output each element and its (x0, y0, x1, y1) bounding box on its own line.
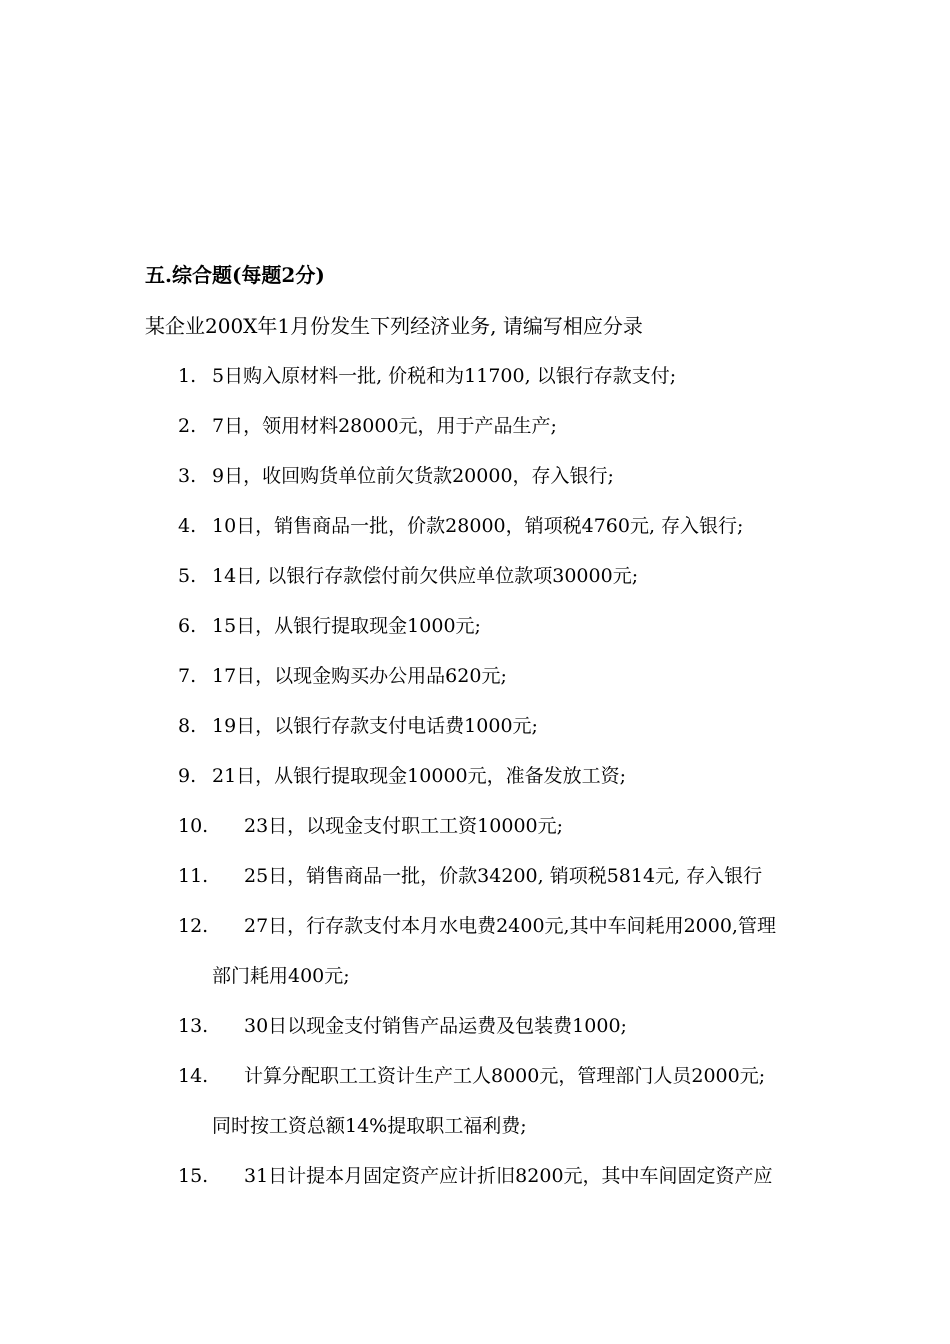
item-text-continued: 部门耗用400元; (212, 965, 350, 987)
item-text: 19日，以银行存款支付电话费1000元; (212, 715, 538, 737)
item-text: 31日计提本月固定资产应计折旧8200元，其中车间固定资产应 (244, 1165, 773, 1187)
item-number: 8. (178, 715, 197, 737)
item-text: 7日，领用材料28000元，用于产品生产; (212, 415, 557, 437)
item-number: 15. (178, 1165, 209, 1187)
item-number: 7. (178, 665, 197, 687)
item-text: 14日, 以银行存款偿付前欠供应单位款项30000元; (212, 565, 639, 587)
item-number: 1. (178, 365, 197, 387)
item-number: 4. (178, 515, 197, 537)
item-text: 27日，行存款支付本月水电费2400元,其中车间耗用2000,管理 (244, 915, 776, 937)
item-text: 23日，以现金支付职工工资10000元; (244, 815, 564, 837)
item-number: 2. (178, 415, 197, 437)
item-number: 10. (178, 815, 209, 837)
item-text: 30日以现金支付销售产品运费及包装费1000; (244, 1015, 627, 1037)
item-number: 5. (178, 565, 197, 587)
intro-text: 某企业200X年1月份发生下列经济业务, 请编写相应分录 (145, 314, 643, 338)
section-heading: 五.综合题(每题2分) (145, 263, 325, 287)
item-number: 12. (178, 915, 209, 937)
item-text: 17日，以现金购买办公用品620元; (212, 665, 507, 687)
item-text: 10日，销售商品一批，价款28000，销项税4760元, 存入银行; (212, 515, 744, 537)
item-text: 15日，从银行提取现金1000元; (212, 615, 481, 637)
item-number: 9. (178, 765, 197, 787)
item-number: 3. (178, 465, 197, 487)
item-text: 25日，销售商品一批，价款34200, 销项税5814元, 存入银行 (244, 865, 763, 887)
item-number: 11. (178, 865, 209, 887)
item-text-continued: 同时按工资总额14%提取职工福利费; (212, 1115, 527, 1137)
item-number: 6. (178, 615, 197, 637)
item-text: 5日购入原材料一批, 价税和为11700, 以银行存款支付; (212, 365, 677, 387)
item-number: 14. (178, 1065, 209, 1087)
item-text: 9日，收回购货单位前欠货款20000，存入银行; (212, 465, 614, 487)
item-number: 13. (178, 1015, 209, 1037)
item-text: 21日，从银行提取现金10000元，准备发放工资; (212, 765, 627, 787)
item-text: 计算分配职工工资计生产工人8000元，管理部门人员2000元; (244, 1065, 766, 1087)
